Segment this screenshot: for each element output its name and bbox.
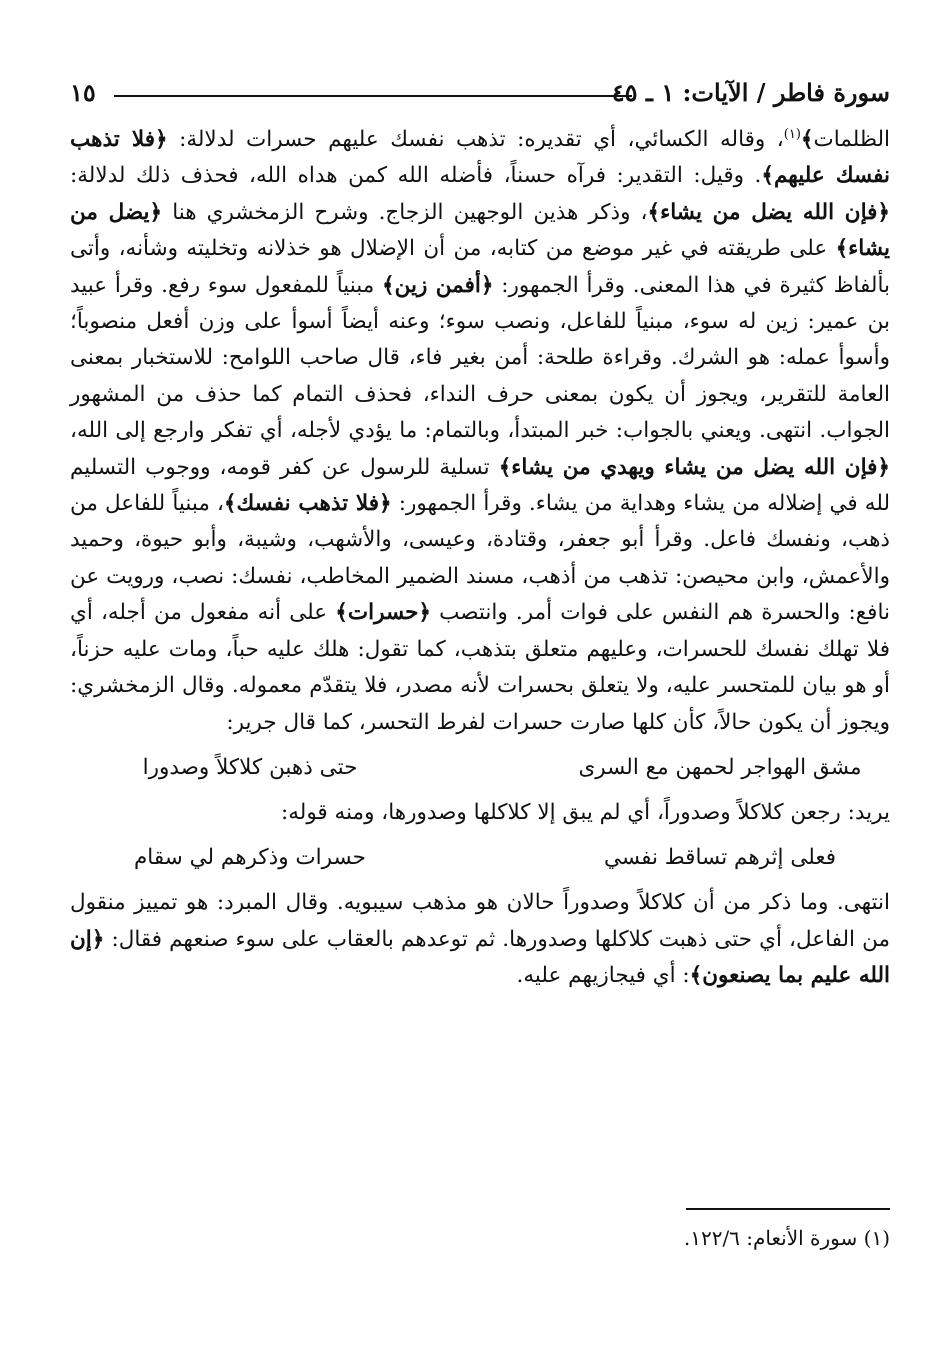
quran-quote: ﴿إن الله عليم بما يصنعون﴾	[70, 926, 890, 989]
running-title: سورة فاطر / الآيات: ١ ـ ٤٥	[611, 78, 890, 107]
running-header	[70, 78, 890, 118]
quran-quote: ﴿فلا تذهب نفسك﴾	[223, 491, 392, 517]
text-run: انتهى. وما ذكر من أن كلاكلاً وصدوراً حالان هو مذهب سيبويه. وقال المبرد: هو تمييز منقول من الفاعل، أي حتى ذهبت كلاكلها وصدورها. ثم توعدهم بالعقاب على سوء صنعهم فقال:	[70, 890, 890, 952]
paragraph-2: يريد: رجعن كلاكلاً وصدوراً، أي لم يبق إلا كلاكلها وصدورها، ومنه قوله:	[281, 799, 890, 825]
main-text	[70, 122, 890, 995]
text-run: . وقيل: التقدير: فرآه حسناً، فأضله الله كمن هداه الله، فحذف ذلك لدلالة:	[70, 163, 762, 189]
text-run: تسلية للرسول عن كفر قومه، ووجوب التسليم لله في إضلاله من يشاء وهداية من يشاء. وقرأ الجمهور:	[70, 454, 890, 517]
text-run: ، مبنياً للفاعل من ذهب، ونفسك فاعل. وقرأ أبو جعفر، وقتادة، وعيسى، والأشهب، وشيبة، وأبو حيوة، وحميد والأعمش، وابن محيصن: تذهب من أذهب، مسند الضمير المخاطب، نفسك: نصب، ورويت عن نافع: والحسرة هم النفس على فوات أمر. وانتصب	[70, 491, 890, 626]
footnote-separator	[686, 1208, 890, 1210]
quran-quote: ﴿فلا تذهب نفسك عليهم﴾	[70, 127, 890, 189]
text-run: : أي فيجازيهم عليه.	[516, 963, 690, 989]
text-run: على طريقته في غير موضع من كتابه، من أن الإضلال هو خذلانه وتخليته وشأنه، وأتى بألفاظ كثيرة في هذا المعنى. وقرأ الجمهور:	[70, 236, 890, 298]
verse-first-hemistich: مشق الهواجر لحمهن مع السرى	[578, 754, 862, 780]
paragraph-3	[70, 885, 890, 994]
quran-bracket: ﴾	[800, 127, 814, 152]
text-run: مبنياً للمفعول سوء رفع. وقرأ عبيد بن عمير: زين له سوء، مبنياً للفاعل، ونصب سوء؛ وعنه أيضاً أسوأ على وزن أفعل منصوباً؛ وأسوأ عمله: هو الشرك. وقراءة طلحة: أمن بغير فاء، قال صاحب اللوامح: للاستخبار بمعنى العامة للتقرير، ويجوز أن يكون بمعنى حرف النداء، فحذف التمام كما حذف من المشهور الجواب. انتهى. ويعني بالجواب: خبر المبتدأ، وبالتمام: ما يؤدي لأجله، أي تفكر وارجع إلى الله،	[70, 272, 890, 444]
quran-quote: ﴿فإن الله يضل من يشاء ويهدي من يشاء﴾	[498, 454, 890, 480]
footnote-reference: (١)	[783, 126, 801, 142]
poetry-verse-2	[70, 837, 890, 879]
poetry-verse-1	[70, 747, 890, 789]
header-rule	[114, 95, 632, 97]
verse-second-hemistich: حتى ذهبن كلاكلاً وصدورا	[142, 754, 358, 780]
verse-second-hemistich: حسرات وذكرهم لي سقام	[134, 845, 366, 871]
text-run: على أنه مفعول من أجله، أي فلا تهلك نفسك للحسرات، وعليهم متعلق بتذهب، كما تقول: هلك عليه حباً، ومات عليه حزناً، أو هو بيان للمتحسر عليه، ولا يتعلق بحسرات لأنه مصدر، فلا يتقدّم معموله. وقال الزمخشري: ويجوز أن يكون حالاً، كأن كلها صارت حسرات لفرط التحسر، كما قال جرير:	[70, 600, 890, 735]
quran-quote: ﴿حسرات﴾	[335, 600, 432, 626]
page-number: ١٥	[70, 78, 96, 107]
quran-quote: ﴿فإن الله يضل من يشاء﴾	[647, 199, 891, 225]
text-run: ، وقاله الكسائي، أي تقديره: تذهب نفسك عليهم حسرات لدلالة:	[167, 127, 784, 152]
book-page	[70, 78, 890, 1278]
paragraph-1	[70, 122, 890, 741]
verse-first-hemistich: فعلى إثرهم تساقط نفسي	[603, 845, 837, 871]
footnote: (١) سورة الأنعام: ١٢٢/٦.	[683, 1226, 890, 1250]
quran-quote: ﴿يضل من يشاء﴾	[70, 199, 890, 262]
text-run: ، وذكر هذين الوجهين الزجاج. وشرح الزمخشري هنا	[162, 199, 648, 225]
text-run: الظلمات	[813, 127, 890, 152]
quran-quote: ﴿أفمن زين﴾	[382, 272, 494, 298]
